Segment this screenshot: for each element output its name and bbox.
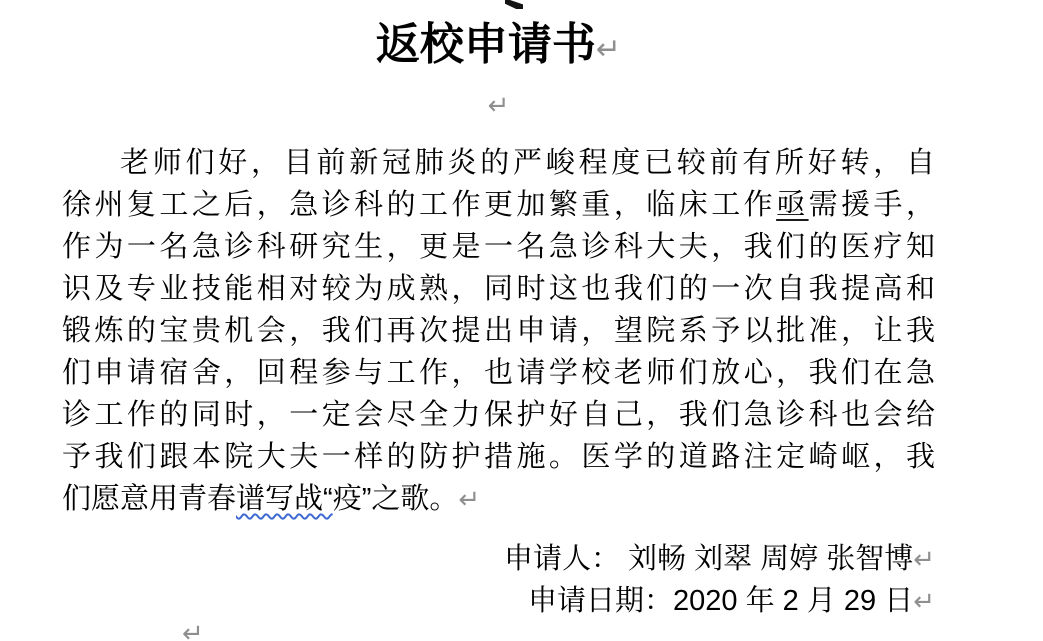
spellcheck-squiggle-text: 谱写战“ — [236, 483, 333, 515]
body-line[interactable] — [62, 478, 935, 520]
empty-paragraph[interactable] — [62, 88, 935, 127]
body-line[interactable]: 识及专业技能相对较为成熟，同时这也我们的一次自我提高和 — [62, 273, 935, 305]
pilcrow-mark-icon: ↵ — [487, 90, 510, 120]
page-title-text: 返校申请书 — [375, 20, 596, 69]
signature-line[interactable] — [62, 538, 935, 580]
date-text: 申请日期：2020 年 2 月 29 日 — [528, 585, 914, 617]
body-line[interactable]: 锻炼的宝贵机会，我们再次提出申请，望院系予以批准，让我 — [62, 315, 935, 347]
body-line[interactable]: 诊工作的同时，一定会尽全力保护好自己，我们急诊科也会给 — [62, 399, 935, 431]
clipped-character-fragment — [505, 0, 523, 9]
body-text: 疫”之歌。 — [332, 483, 459, 515]
body-line[interactable]: 作为一名急诊科研究生，更是一名急诊科大夫，我们的医疗知 — [62, 231, 935, 263]
body-text: 们愿意用青春 — [62, 483, 237, 515]
body-line[interactable] — [62, 184, 935, 226]
signature-text: 申请人： 刘畅 刘翠 周婷 张智博 — [503, 543, 914, 575]
pilcrow-mark-icon: ↵ — [182, 618, 204, 641]
body-line[interactable]: 老师们好，目前新冠肺炎的严峻程度已较前有所好转，自 — [120, 147, 935, 179]
body-paragraph[interactable] — [62, 142, 935, 520]
body-text: 徐州复工之后，急诊科的工作更加繁重，临床工作 — [62, 189, 777, 221]
body-line[interactable]: 们申请宿舍，回程参与工作，也请学校老师们放心，我们在急 — [62, 357, 935, 389]
page-title[interactable] — [62, 14, 935, 81]
next-empty-paragraph[interactable] — [182, 616, 204, 641]
underlined-text: 亟 — [776, 189, 809, 221]
pilcrow-mark-icon: ↵ — [595, 33, 622, 66]
pilcrow-mark-icon: ↵ — [913, 544, 935, 574]
body-text: 需援手， — [808, 189, 935, 221]
pilcrow-mark-icon: ↵ — [458, 484, 481, 514]
pilcrow-mark-icon: ↵ — [913, 586, 935, 616]
body-line[interactable]: 予我们跟本院大夫一样的防护措施。医学的道路注定崎岖，我 — [62, 441, 935, 473]
